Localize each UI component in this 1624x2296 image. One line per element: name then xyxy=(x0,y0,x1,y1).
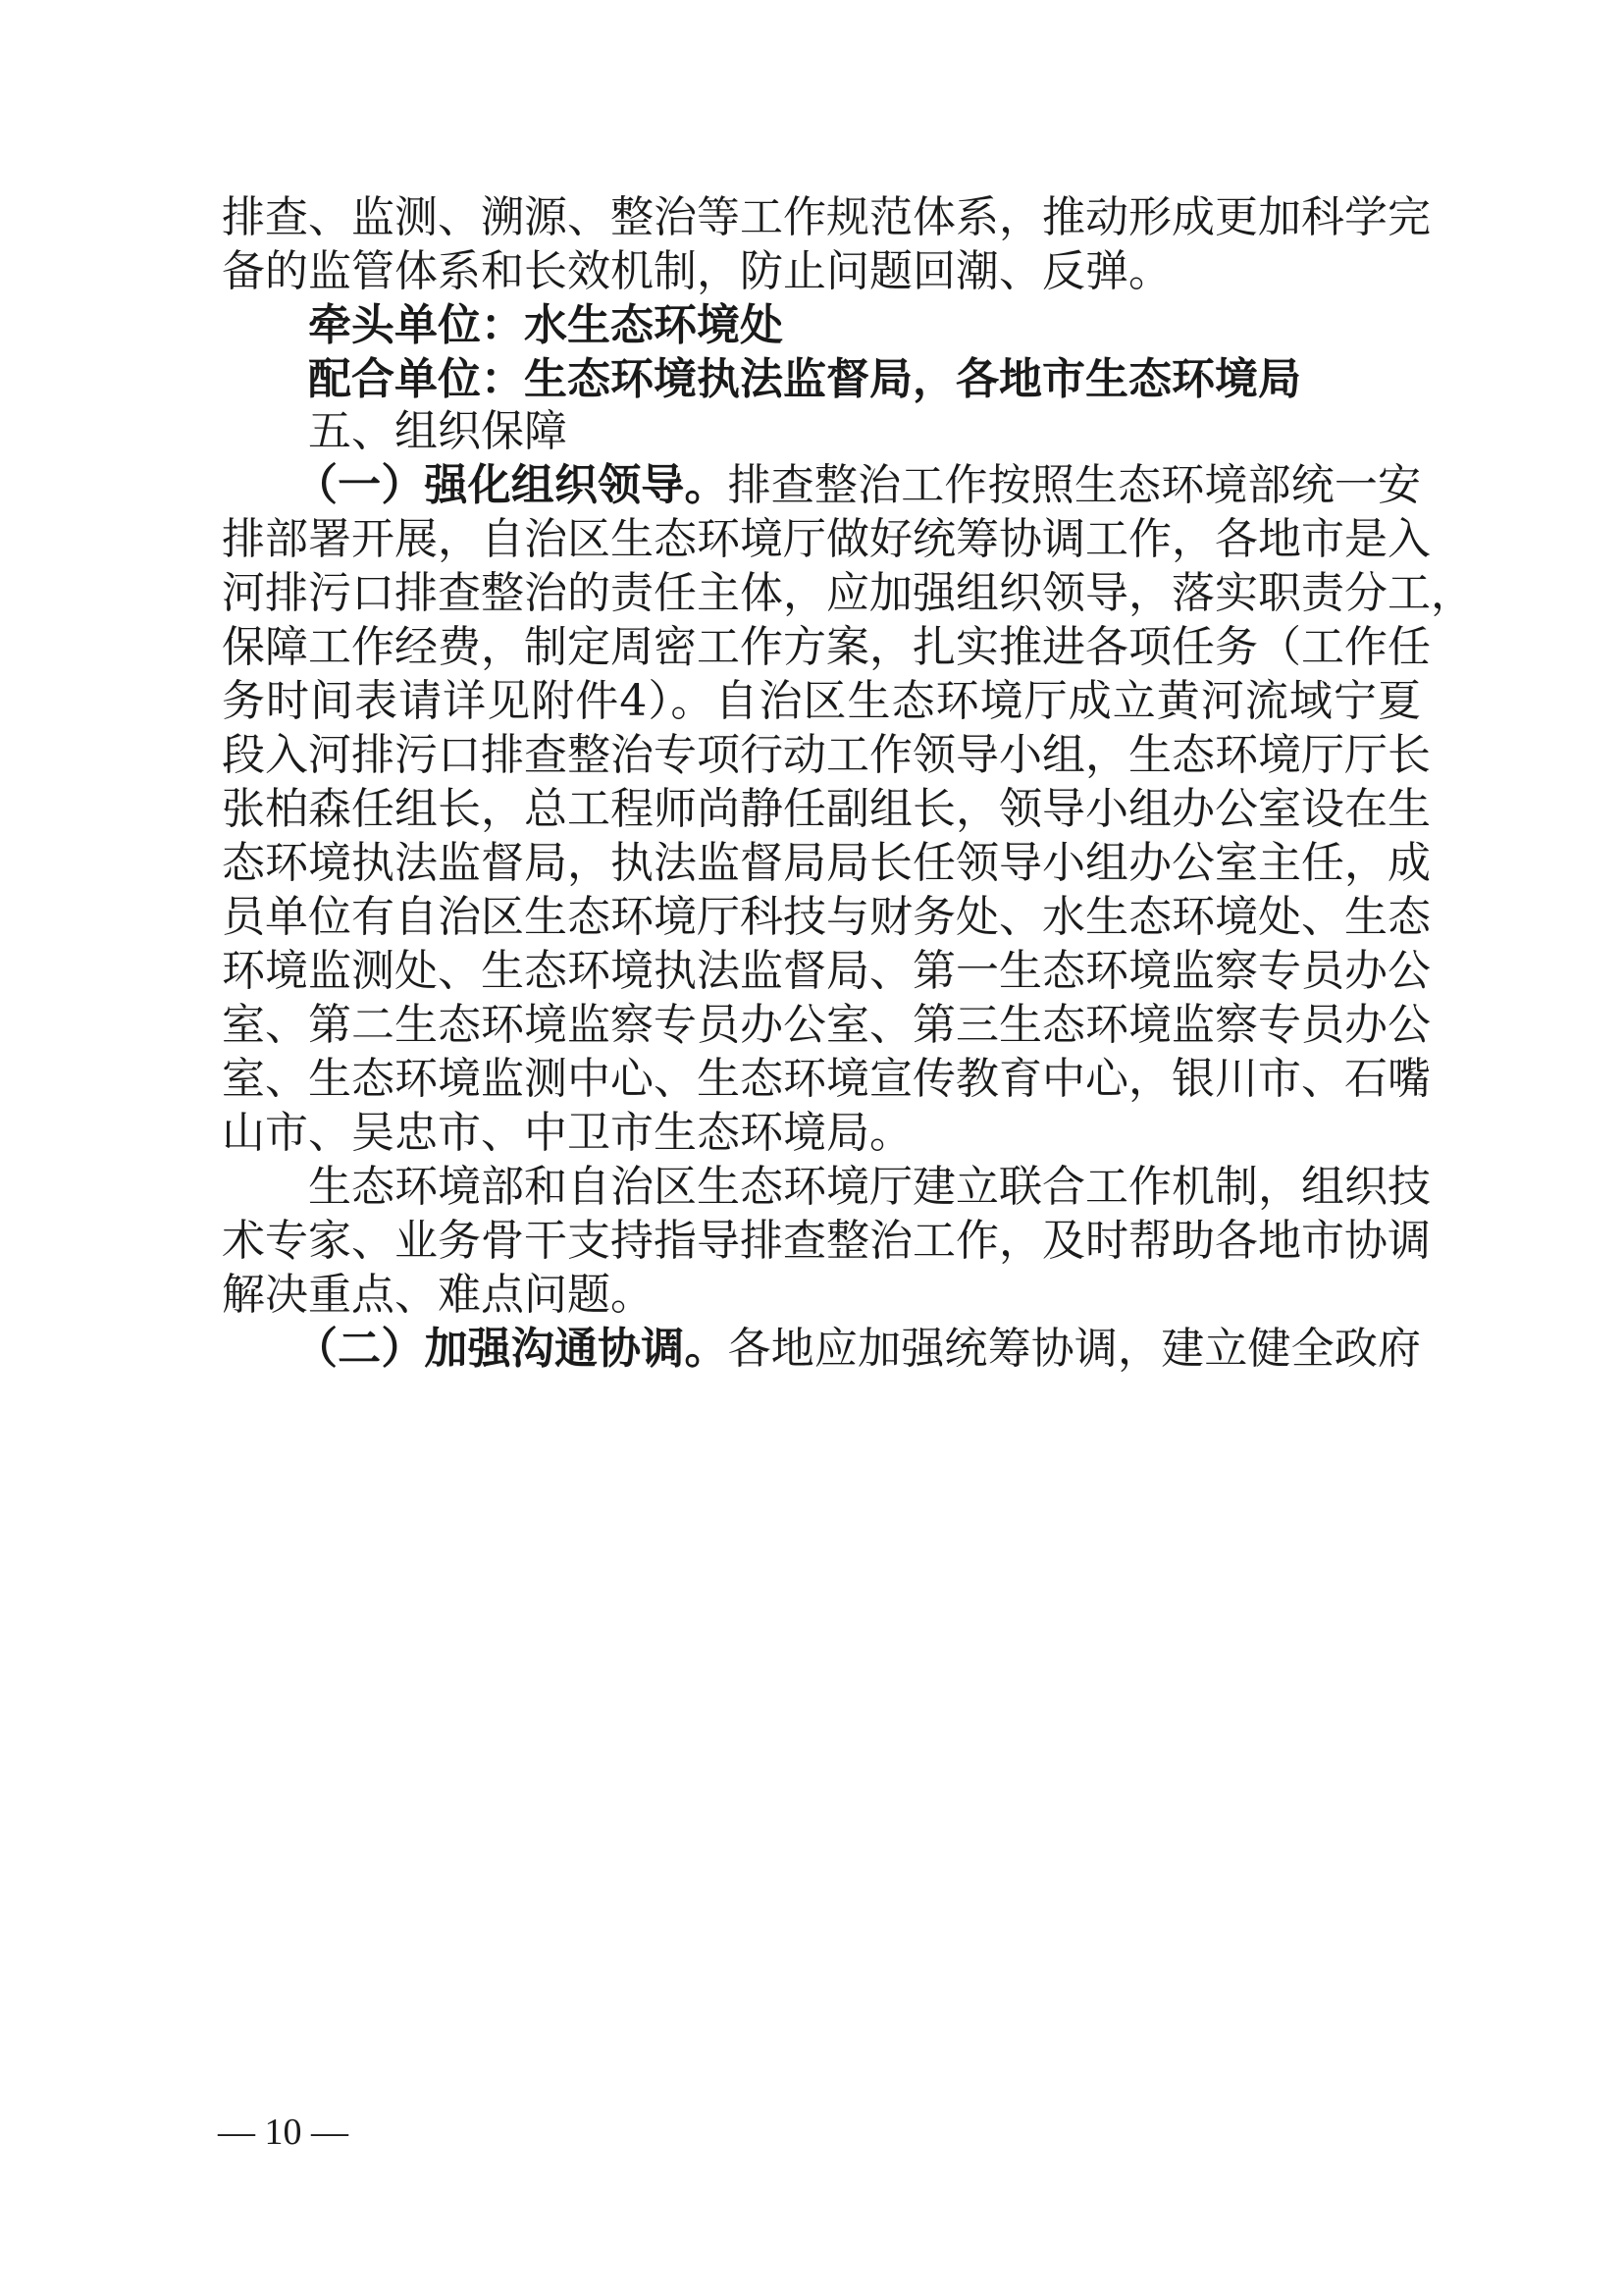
paragraph-first-line xyxy=(294,1318,1421,1381)
body-line: 排查、监测、溯源、整治等工作规范体系，推动形成更加科学完 xyxy=(222,192,1431,242)
body-line: 环境监测处、生态环境执法监督局、第一生态环境监察专员办公 xyxy=(222,946,1431,996)
body-line: 解决重点、难点问题。 xyxy=(222,1270,654,1320)
subsection-title: （一）强化组织领导。 xyxy=(294,460,728,510)
body-line: 排部署开展，自治区生态环境厅做好统筹协调工作，各地市是入 xyxy=(222,514,1431,564)
body-line: 室、第二生态环境监察专员办公室、第三生态环境监察专员办公 xyxy=(222,1000,1431,1050)
coop-unit-line: 配合单位：生态环境执法监督局，各地市生态环境局 xyxy=(308,354,1301,404)
body-line: 务时间表请详见附件4）。自治区生态环境厅成立黄河流域宁夏 xyxy=(222,676,1421,726)
body-line: 备的监管体系和长效机制，防止问题回潮、反弹。 xyxy=(222,246,1172,296)
body-line: 生态环境部和自治区生态环境厅建立联合工作机制，组织技 xyxy=(308,1162,1431,1212)
body-line: 段入河排污口排查整治专项行动工作领导小组，生态环境厅厅长 xyxy=(222,730,1431,780)
body-text: 各地应加强统筹协调，建立健全政府 xyxy=(727,1324,1422,1374)
page-number: — 10 — xyxy=(218,2112,348,2153)
lead-unit-line: 牵头单位：水生态环境处 xyxy=(308,300,783,350)
body-line: 员单位有自治区生态环境厅科技与财务处、水生态环境处、生态 xyxy=(222,892,1431,942)
subsection-title: （二）加强沟通协调。 xyxy=(294,1324,728,1374)
body-line: 张柏森任组长，总工程师尚静任副组长，领导小组办公室设在生 xyxy=(222,784,1431,834)
body-line: 山市、吴忠市、中卫市生态环境局。 xyxy=(222,1108,913,1158)
body-line: 河排污口排查整治的责任主体，应加强组织领导，落实职责分工， xyxy=(222,568,1474,618)
body-line: 术专家、业务骨干支持指导排查整治工作，及时帮助各地市协调 xyxy=(222,1216,1431,1266)
body-text: 排查整治工作按照生态环境部统一安 xyxy=(727,460,1422,510)
body-line: 态环境执法监督局，执法监督局局长任领导小组办公室主任，成 xyxy=(222,838,1431,888)
body-line: 保障工作经费，制定周密工作方案，扎实推进各项任务（工作任 xyxy=(222,622,1431,672)
section-heading: 五、组织保障 xyxy=(308,406,567,456)
body-line: 室、生态环境监测中心、生态环境宣传教育中心，银川市、石嘴 xyxy=(222,1054,1431,1104)
